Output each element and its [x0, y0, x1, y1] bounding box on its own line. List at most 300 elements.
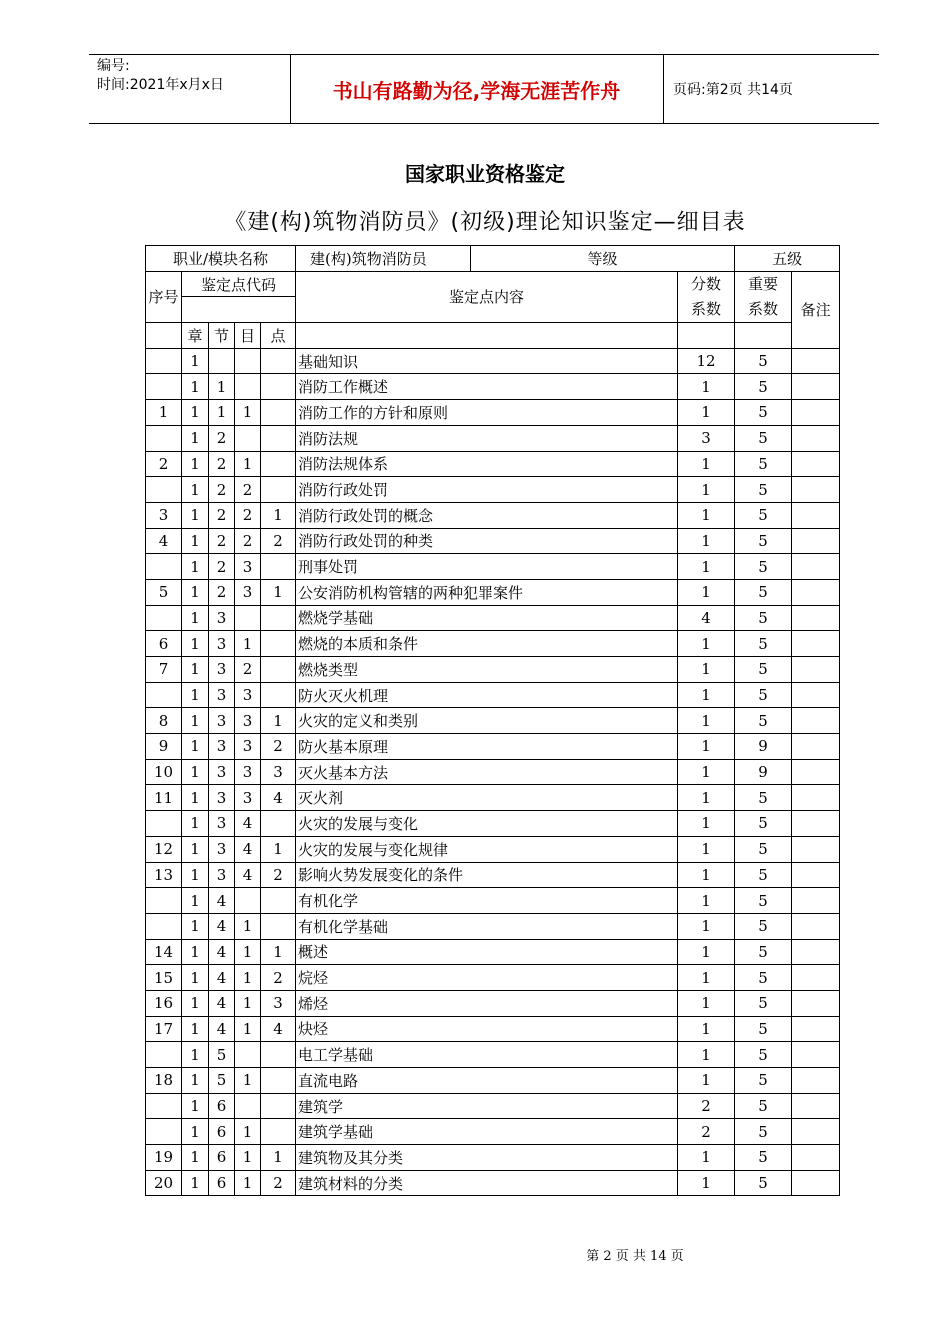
section-cell: 3: [209, 734, 235, 760]
chapter-cell: 1: [182, 759, 209, 785]
weight-cell: 5: [735, 400, 792, 426]
section-cell: 5: [209, 1042, 235, 1068]
note-cell: [792, 836, 840, 862]
seq-cell: [146, 374, 182, 400]
item-cell: 1: [235, 1145, 261, 1171]
seq-cell: 5: [146, 579, 182, 605]
item-cell: 1: [235, 1068, 261, 1094]
item-cell: [235, 374, 261, 400]
chapter-cell: 1: [182, 708, 209, 734]
seq-cell: [146, 477, 182, 503]
weight-cell: 5: [735, 528, 792, 554]
chapter-cell: 1: [182, 1068, 209, 1094]
time-label: 时间:2021年x月x日: [97, 77, 224, 93]
point-cell: [261, 554, 296, 580]
section-cell: 3: [209, 862, 235, 888]
score-header-line2: 系数: [691, 299, 722, 318]
score-cell: 1: [678, 939, 735, 965]
table-row: [146, 708, 840, 734]
item-cell: 2: [235, 477, 261, 503]
code-header-spacer: [182, 297, 296, 323]
weight-cell: 5: [735, 657, 792, 683]
section-cell: 3: [209, 605, 235, 631]
table-row: [146, 965, 840, 991]
note-cell: [792, 657, 840, 683]
seq-cell: 6: [146, 631, 182, 657]
section-cell: 6: [209, 1093, 235, 1119]
point-cell: [261, 888, 296, 914]
section-cell: 3: [209, 657, 235, 683]
section-cell: 3: [209, 682, 235, 708]
chapter-cell: 1: [182, 477, 209, 503]
item-cell: 1: [235, 965, 261, 991]
note-header: 备注: [792, 271, 840, 348]
chapter-cell: 1: [182, 528, 209, 554]
content-cell: 燃烧的本质和条件: [296, 631, 678, 657]
content-cell: 燃烧类型: [296, 657, 678, 683]
point-cell: 1: [261, 836, 296, 862]
score-cell: 1: [678, 682, 735, 708]
module-value: 建(构)筑物消防员: [296, 246, 471, 272]
chapter-cell: 1: [182, 400, 209, 426]
item-cell: 1: [235, 1170, 261, 1196]
seq-cell: 3: [146, 502, 182, 528]
chapter-cell: 1: [182, 1170, 209, 1196]
weight-cell: 9: [735, 734, 792, 760]
score-cell: 3: [678, 425, 735, 451]
content-cell: 防火基本原理: [296, 734, 678, 760]
note-cell: [792, 1170, 840, 1196]
section-cell: [209, 348, 235, 374]
chapter-cell: 1: [182, 734, 209, 760]
content-subheader: [296, 323, 678, 349]
header-divider: [663, 55, 664, 123]
chapter-header: 章: [182, 323, 209, 349]
content-cell: 有机化学: [296, 888, 678, 914]
weight-cell: 5: [735, 1093, 792, 1119]
point-cell: [261, 451, 296, 477]
score-cell: 1: [678, 1145, 735, 1171]
section-cell: 4: [209, 913, 235, 939]
score-header-line1: 分数: [691, 274, 722, 293]
item-cell: 4: [235, 811, 261, 837]
score-cell: 1: [678, 400, 735, 426]
content-cell: 消防行政处罚的种类: [296, 528, 678, 554]
point-cell: 2: [261, 1170, 296, 1196]
item-cell: 2: [235, 502, 261, 528]
chapter-cell: 1: [182, 1119, 209, 1145]
seq-cell: 4: [146, 528, 182, 554]
seq-cell: 18: [146, 1068, 182, 1094]
seq-cell: 19: [146, 1145, 182, 1171]
content-cell: 刑事处罚: [296, 554, 678, 580]
item-cell: 3: [235, 785, 261, 811]
table-row: [146, 1016, 840, 1042]
score-cell: 2: [678, 1093, 735, 1119]
note-cell: [792, 1145, 840, 1171]
table-row: [146, 862, 840, 888]
section-cell: 2: [209, 579, 235, 605]
weight-cell: 5: [735, 1170, 792, 1196]
seq-cell: 2: [146, 451, 182, 477]
item-cell: 3: [235, 682, 261, 708]
point-cell: [261, 348, 296, 374]
score-cell: 1: [678, 554, 735, 580]
section-cell: 2: [209, 502, 235, 528]
point-cell: [261, 682, 296, 708]
section-cell: 3: [209, 836, 235, 862]
seq-cell: [146, 605, 182, 631]
item-cell: [235, 425, 261, 451]
weight-cell: 5: [735, 374, 792, 400]
content-cell: 炔烃: [296, 1016, 678, 1042]
table-row: [146, 400, 840, 426]
content-cell: 建筑物及其分类: [296, 1145, 678, 1171]
point-cell: [261, 811, 296, 837]
item-cell: 1: [235, 400, 261, 426]
point-cell: [261, 657, 296, 683]
item-cell: 1: [235, 939, 261, 965]
content-cell: 影响火势发展变化的条件: [296, 862, 678, 888]
section-cell: 6: [209, 1145, 235, 1171]
seq-cell: [146, 348, 182, 374]
score-cell: 1: [678, 1068, 735, 1094]
item-cell: 2: [235, 657, 261, 683]
item-cell: [235, 605, 261, 631]
chapter-cell: 1: [182, 785, 209, 811]
seq-cell: [146, 554, 182, 580]
content-cell: 火灾的发展与变化: [296, 811, 678, 837]
point-cell: [261, 1042, 296, 1068]
content-cell: 火灾的发展与变化规律: [296, 836, 678, 862]
content-cell: 灭火基本方法: [296, 759, 678, 785]
point-cell: [261, 477, 296, 503]
table-row: [146, 554, 840, 580]
chapter-cell: 1: [182, 425, 209, 451]
note-cell: [792, 631, 840, 657]
assessment-table: [145, 245, 840, 1196]
score-cell: 12: [678, 348, 735, 374]
score-cell: 1: [678, 528, 735, 554]
section-cell: 2: [209, 528, 235, 554]
item-cell: 3: [235, 579, 261, 605]
content-cell: 基础知识: [296, 348, 678, 374]
weight-header-line1: 重要: [748, 274, 779, 293]
table-row: [146, 888, 840, 914]
seq-header: 序号: [146, 271, 182, 322]
chapter-cell: 1: [182, 811, 209, 837]
section-cell: 1: [209, 400, 235, 426]
content-cell: 防火灭火机理: [296, 682, 678, 708]
note-cell: [792, 965, 840, 991]
score-cell: 1: [678, 708, 735, 734]
note-cell: [792, 1093, 840, 1119]
code-header: 鉴定点代码: [182, 271, 296, 297]
point-header: 点: [261, 323, 296, 349]
chapter-cell: 1: [182, 579, 209, 605]
level-value: 五级: [735, 246, 840, 272]
score-cell: 1: [678, 811, 735, 837]
table-row: [146, 759, 840, 785]
score-cell: 1: [678, 451, 735, 477]
chapter-cell: 1: [182, 862, 209, 888]
weight-cell: 5: [735, 554, 792, 580]
weight-cell: 5: [735, 1016, 792, 1042]
table-row: [146, 425, 840, 451]
page-header: [89, 54, 879, 124]
content-cell: 公安消防机构管辖的两种犯罪案件: [296, 579, 678, 605]
note-cell: [792, 811, 840, 837]
weight-cell: 5: [735, 836, 792, 862]
section-cell: 1: [209, 374, 235, 400]
content-cell: 建筑材料的分类: [296, 1170, 678, 1196]
section-cell: 4: [209, 965, 235, 991]
seq-cell: [146, 682, 182, 708]
chapter-cell: 1: [182, 939, 209, 965]
note-cell: [792, 990, 840, 1016]
point-cell: 2: [261, 862, 296, 888]
note-cell: [792, 1068, 840, 1094]
chapter-cell: 1: [182, 1145, 209, 1171]
point-cell: [261, 374, 296, 400]
point-cell: 2: [261, 528, 296, 554]
weight-cell: 5: [735, 477, 792, 503]
weight-cell: 5: [735, 939, 792, 965]
weight-cell: 5: [735, 502, 792, 528]
item-cell: 1: [235, 1119, 261, 1145]
point-cell: [261, 400, 296, 426]
chapter-cell: 1: [182, 913, 209, 939]
header-meta: [97, 57, 224, 95]
item-cell: 4: [235, 836, 261, 862]
point-cell: [261, 913, 296, 939]
seq-cell: 16: [146, 990, 182, 1016]
note-cell: [792, 1119, 840, 1145]
score-cell: 1: [678, 1042, 735, 1068]
table-row: [146, 1119, 840, 1145]
table-row: [146, 1145, 840, 1171]
score-header: [678, 271, 735, 322]
chapter-cell: 1: [182, 682, 209, 708]
content-cell: 烷烃: [296, 965, 678, 991]
note-cell: [792, 1042, 840, 1068]
content-cell: 灭火剂: [296, 785, 678, 811]
note-cell: [792, 348, 840, 374]
weight-cell: 5: [735, 451, 792, 477]
section-cell: 3: [209, 785, 235, 811]
note-cell: [792, 605, 840, 631]
score-cell: 1: [678, 785, 735, 811]
score-cell: 1: [678, 477, 735, 503]
content-cell: 电工学基础: [296, 1042, 678, 1068]
weight-cell: 5: [735, 579, 792, 605]
item-cell: 2: [235, 528, 261, 554]
item-cell: 1: [235, 451, 261, 477]
weight-cell: 5: [735, 1145, 792, 1171]
chapter-cell: 1: [182, 605, 209, 631]
table-row: [146, 579, 840, 605]
point-cell: 1: [261, 502, 296, 528]
item-cell: 1: [235, 1016, 261, 1042]
note-cell: [792, 502, 840, 528]
score-cell: 1: [678, 888, 735, 914]
seq-cell: 15: [146, 965, 182, 991]
point-cell: 4: [261, 785, 296, 811]
table-row: [146, 913, 840, 939]
weight-cell: 5: [735, 631, 792, 657]
note-cell: [792, 554, 840, 580]
note-cell: [792, 477, 840, 503]
content-cell: 直流电路: [296, 1068, 678, 1094]
note-cell: [792, 374, 840, 400]
content-cell: 建筑学: [296, 1093, 678, 1119]
note-cell: [792, 400, 840, 426]
content-cell: 建筑学基础: [296, 1119, 678, 1145]
weight-cell: 5: [735, 990, 792, 1016]
chapter-cell: 1: [182, 554, 209, 580]
seq-cell: [146, 1119, 182, 1145]
item-cell: [235, 348, 261, 374]
item-cell: 4: [235, 862, 261, 888]
chapter-cell: 1: [182, 502, 209, 528]
section-cell: 4: [209, 939, 235, 965]
point-cell: 3: [261, 990, 296, 1016]
table-row: [146, 1042, 840, 1068]
weight-cell: 5: [735, 1119, 792, 1145]
code-label: 编号:: [97, 58, 130, 74]
note-cell: [792, 1016, 840, 1042]
item-cell: 3: [235, 554, 261, 580]
weight-subheader: [735, 323, 792, 349]
weight-cell: 5: [735, 862, 792, 888]
content-cell: 消防行政处罚的概念: [296, 502, 678, 528]
item-cell: [235, 1093, 261, 1119]
note-cell: [792, 425, 840, 451]
section-cell: 4: [209, 1016, 235, 1042]
item-cell: 3: [235, 734, 261, 760]
weight-cell: 5: [735, 425, 792, 451]
score-cell: 1: [678, 836, 735, 862]
point-cell: [261, 425, 296, 451]
seq-cell: [146, 913, 182, 939]
header-motto: 书山有路勤为径,学海无涯苦作舟: [332, 79, 621, 103]
weight-cell: 5: [735, 348, 792, 374]
item-cell: [235, 888, 261, 914]
table-row: [146, 451, 840, 477]
table-header-row: [146, 246, 840, 272]
note-cell: [792, 734, 840, 760]
weight-cell: 5: [735, 811, 792, 837]
table-row: [146, 657, 840, 683]
section-cell: 4: [209, 888, 235, 914]
point-cell: 2: [261, 734, 296, 760]
item-cell: 1: [235, 631, 261, 657]
score-cell: 4: [678, 605, 735, 631]
section-cell: 3: [209, 708, 235, 734]
score-cell: 1: [678, 862, 735, 888]
weight-cell: 5: [735, 605, 792, 631]
content-header: 鉴定点内容: [296, 271, 678, 322]
score-cell: 1: [678, 657, 735, 683]
section-cell: 6: [209, 1170, 235, 1196]
table-row: [146, 605, 840, 631]
item-cell: 3: [235, 708, 261, 734]
seq-cell: 8: [146, 708, 182, 734]
chapter-cell: 1: [182, 348, 209, 374]
seq-cell: 17: [146, 1016, 182, 1042]
chapter-cell: 1: [182, 1016, 209, 1042]
section-cell: 6: [209, 1119, 235, 1145]
note-cell: [792, 579, 840, 605]
table-row: [146, 528, 840, 554]
table-row: [146, 785, 840, 811]
point-cell: 1: [261, 939, 296, 965]
section-cell: 4: [209, 990, 235, 1016]
seq-cell: 1: [146, 400, 182, 426]
header-page-number: 页码:第2页 共14页: [673, 82, 793, 98]
module-label: 职业/模块名称: [146, 246, 296, 272]
table-row: [146, 682, 840, 708]
content-cell: 消防行政处罚: [296, 477, 678, 503]
chapter-cell: 1: [182, 990, 209, 1016]
content-cell: 消防工作概述: [296, 374, 678, 400]
seq-cell: 13: [146, 862, 182, 888]
note-cell: [792, 682, 840, 708]
chapter-cell: 1: [182, 374, 209, 400]
chapter-cell: 1: [182, 1093, 209, 1119]
item-cell: 3: [235, 759, 261, 785]
weight-cell: 5: [735, 913, 792, 939]
weight-cell: 5: [735, 965, 792, 991]
level-label: 等级: [471, 246, 735, 272]
seq-subheader: [146, 323, 182, 349]
table-row: [146, 374, 840, 400]
chapter-cell: 1: [182, 888, 209, 914]
note-cell: [792, 451, 840, 477]
table-row: [146, 990, 840, 1016]
content-cell: 消防工作的方针和原则: [296, 400, 678, 426]
document-subtitle: 《建(构)筑物消防员》(初级)理论知识鉴定—细目表: [224, 210, 746, 235]
seq-cell: [146, 888, 182, 914]
content-cell: 消防法规体系: [296, 451, 678, 477]
note-cell: [792, 528, 840, 554]
seq-cell: 11: [146, 785, 182, 811]
score-cell: 2: [678, 1119, 735, 1145]
section-cell: 2: [209, 451, 235, 477]
score-cell: 1: [678, 734, 735, 760]
table-row: [146, 811, 840, 837]
content-cell: 火灾的定义和类别: [296, 708, 678, 734]
point-cell: [261, 631, 296, 657]
note-cell: [792, 862, 840, 888]
weight-cell: 5: [735, 888, 792, 914]
table-row: [146, 1093, 840, 1119]
note-cell: [792, 888, 840, 914]
score-cell: 1: [678, 502, 735, 528]
content-cell: 消防法规: [296, 425, 678, 451]
point-cell: [261, 1093, 296, 1119]
item-cell: 1: [235, 913, 261, 939]
note-cell: [792, 913, 840, 939]
score-cell: 1: [678, 374, 735, 400]
table-header-row: [146, 323, 840, 349]
weight-header: [735, 271, 792, 322]
table-header-row: [146, 271, 840, 297]
table-row: [146, 836, 840, 862]
point-cell: 3: [261, 759, 296, 785]
chapter-cell: 1: [182, 631, 209, 657]
score-cell: 1: [678, 990, 735, 1016]
